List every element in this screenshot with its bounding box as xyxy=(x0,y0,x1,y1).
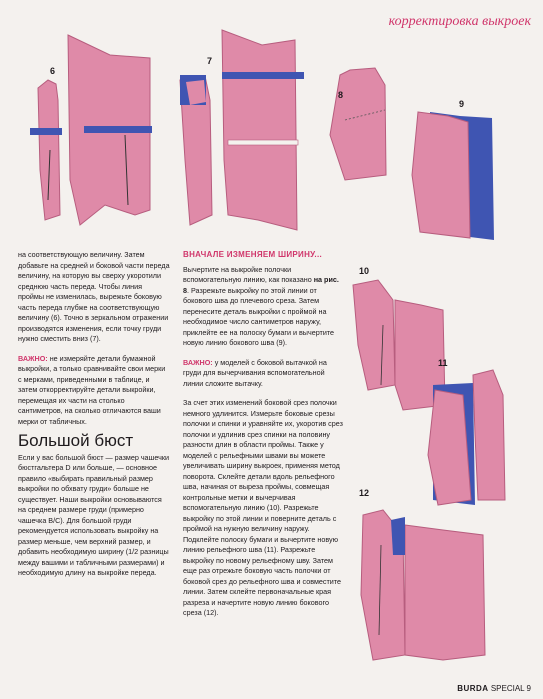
col2-warning xyxy=(183,358,343,390)
page-footer xyxy=(457,684,531,693)
col1-warning-label: ВАЖНО: xyxy=(18,353,48,363)
pattern-illustrations-right xyxy=(343,255,543,695)
page-header: корректировка выкроек xyxy=(388,14,531,29)
col2-paragraph-1 xyxy=(183,265,343,349)
footer-brand: BURDA xyxy=(457,684,489,693)
figure-number-6: 6 xyxy=(50,66,56,76)
column-left xyxy=(18,250,170,588)
col2-p1a: Вычертите на выкройке полочки вспомогательную линию, как показано xyxy=(183,264,314,284)
column-middle xyxy=(183,250,343,628)
section-title: Большой бюст xyxy=(18,431,134,450)
col1-warning xyxy=(18,354,170,428)
figure-number-7: 7 xyxy=(207,56,213,66)
figure-number-10: 10 xyxy=(359,266,370,276)
footer-special: SPECIAL xyxy=(490,684,525,693)
col2-paragraph-2: За счет этих изменений боковой срез полочки немного удлинится. Измерьте боковые срезы полочки и спинки и уравняйте их, укоротив срез полочки и удлинив срез спинки на половину разности длин в области проймы. Также у моделей с рельефными швами вы можете увеличивать ширину выкроек, применяя метод поворота. Склейте детали вдоль рельефного шва, начиная от выреза проймы, совмещая контрольные метки и вычерчивая вспомогательную линию (10). Разрежьте выкройку по этой линии и поверните деталь с проймой на нужную величину наружу. Подклейте полоску бумаги и вычертите новую линию рельефного шва (11). Разрежьте выкройку по новому рельефному шву. Затем еще раз отрежьте боковую часть полочки от боковой срез до рельефного шва и совместите линии. Затем склейте первоначальные края разреза и начертите новую линию бокового среза (12). xyxy=(183,398,343,617)
col2-heading: ВНАЧАЛЕ ИЗМЕНЯЕМ ШИРИНУ... xyxy=(183,250,322,259)
figure-number-12: 12 xyxy=(359,488,370,498)
col1-paragraph-2: Если у вас большой бюст — размер чашечки бюстгальтера D или больше, — основное правило «выбирать правильный размер выкройки по обхвату груди» больше не существует. Наши выкройки основываются на среднем размере груди (примерно чашечка B/C). Для большой груди рекомендуется использовать выкройку на размер меньше, чем верхний размер, и добавить необходимую ширину (1/2 разницы между вашими и табличными размерами) и необходимую длину на выкройке переда. xyxy=(18,452,169,577)
col1-paragraph-1: на соответствующую величину. Затем добавьте на средней и боковой части переда величину, на которую вы сверху укоротили среднюю часть переда. Чтобы линия проймы не изменилась, вырежьте боковую часть переда глубже на соответствующую величину (6). Точно в зеркальном отражении производятся изменения, если точку груди нужно сместить вниз (7). xyxy=(18,250,170,343)
figure-number-11: 11 xyxy=(438,358,448,368)
figure-number-9: 9 xyxy=(459,99,465,109)
col2-warning-text: у моделей с боковой вытачкой на груди для вычерчивания вспомогательной линии сложите вытачку. xyxy=(183,357,327,388)
page-number: 9 xyxy=(526,684,531,693)
col1-warning-text: не измеряйте детали бумажной выкройки, а только сравнивайте свои мерки с мерками, приведенными в таблице, и затем откорректируйте детали выкройки, перемещая их части на столько сантиметров, на сколько отличаются ваши мерки от табличных. xyxy=(18,353,166,426)
col2-p1b: на рис. 8 xyxy=(183,275,339,295)
pattern-illustrations-top xyxy=(0,0,543,255)
figure-number-8: 8 xyxy=(338,90,344,100)
col2-warning-label: ВАЖНО: xyxy=(183,357,213,367)
col2-p1c: . Разрежьте выкройку по этой линии от бокового шва до плечевого среза. Затем перенесите деталь выкройки с проймой на необходимое число сантиметров наружу, приклейте ее на полоску бумаги и вычертите новую линию бокового шва (9). xyxy=(183,285,335,347)
